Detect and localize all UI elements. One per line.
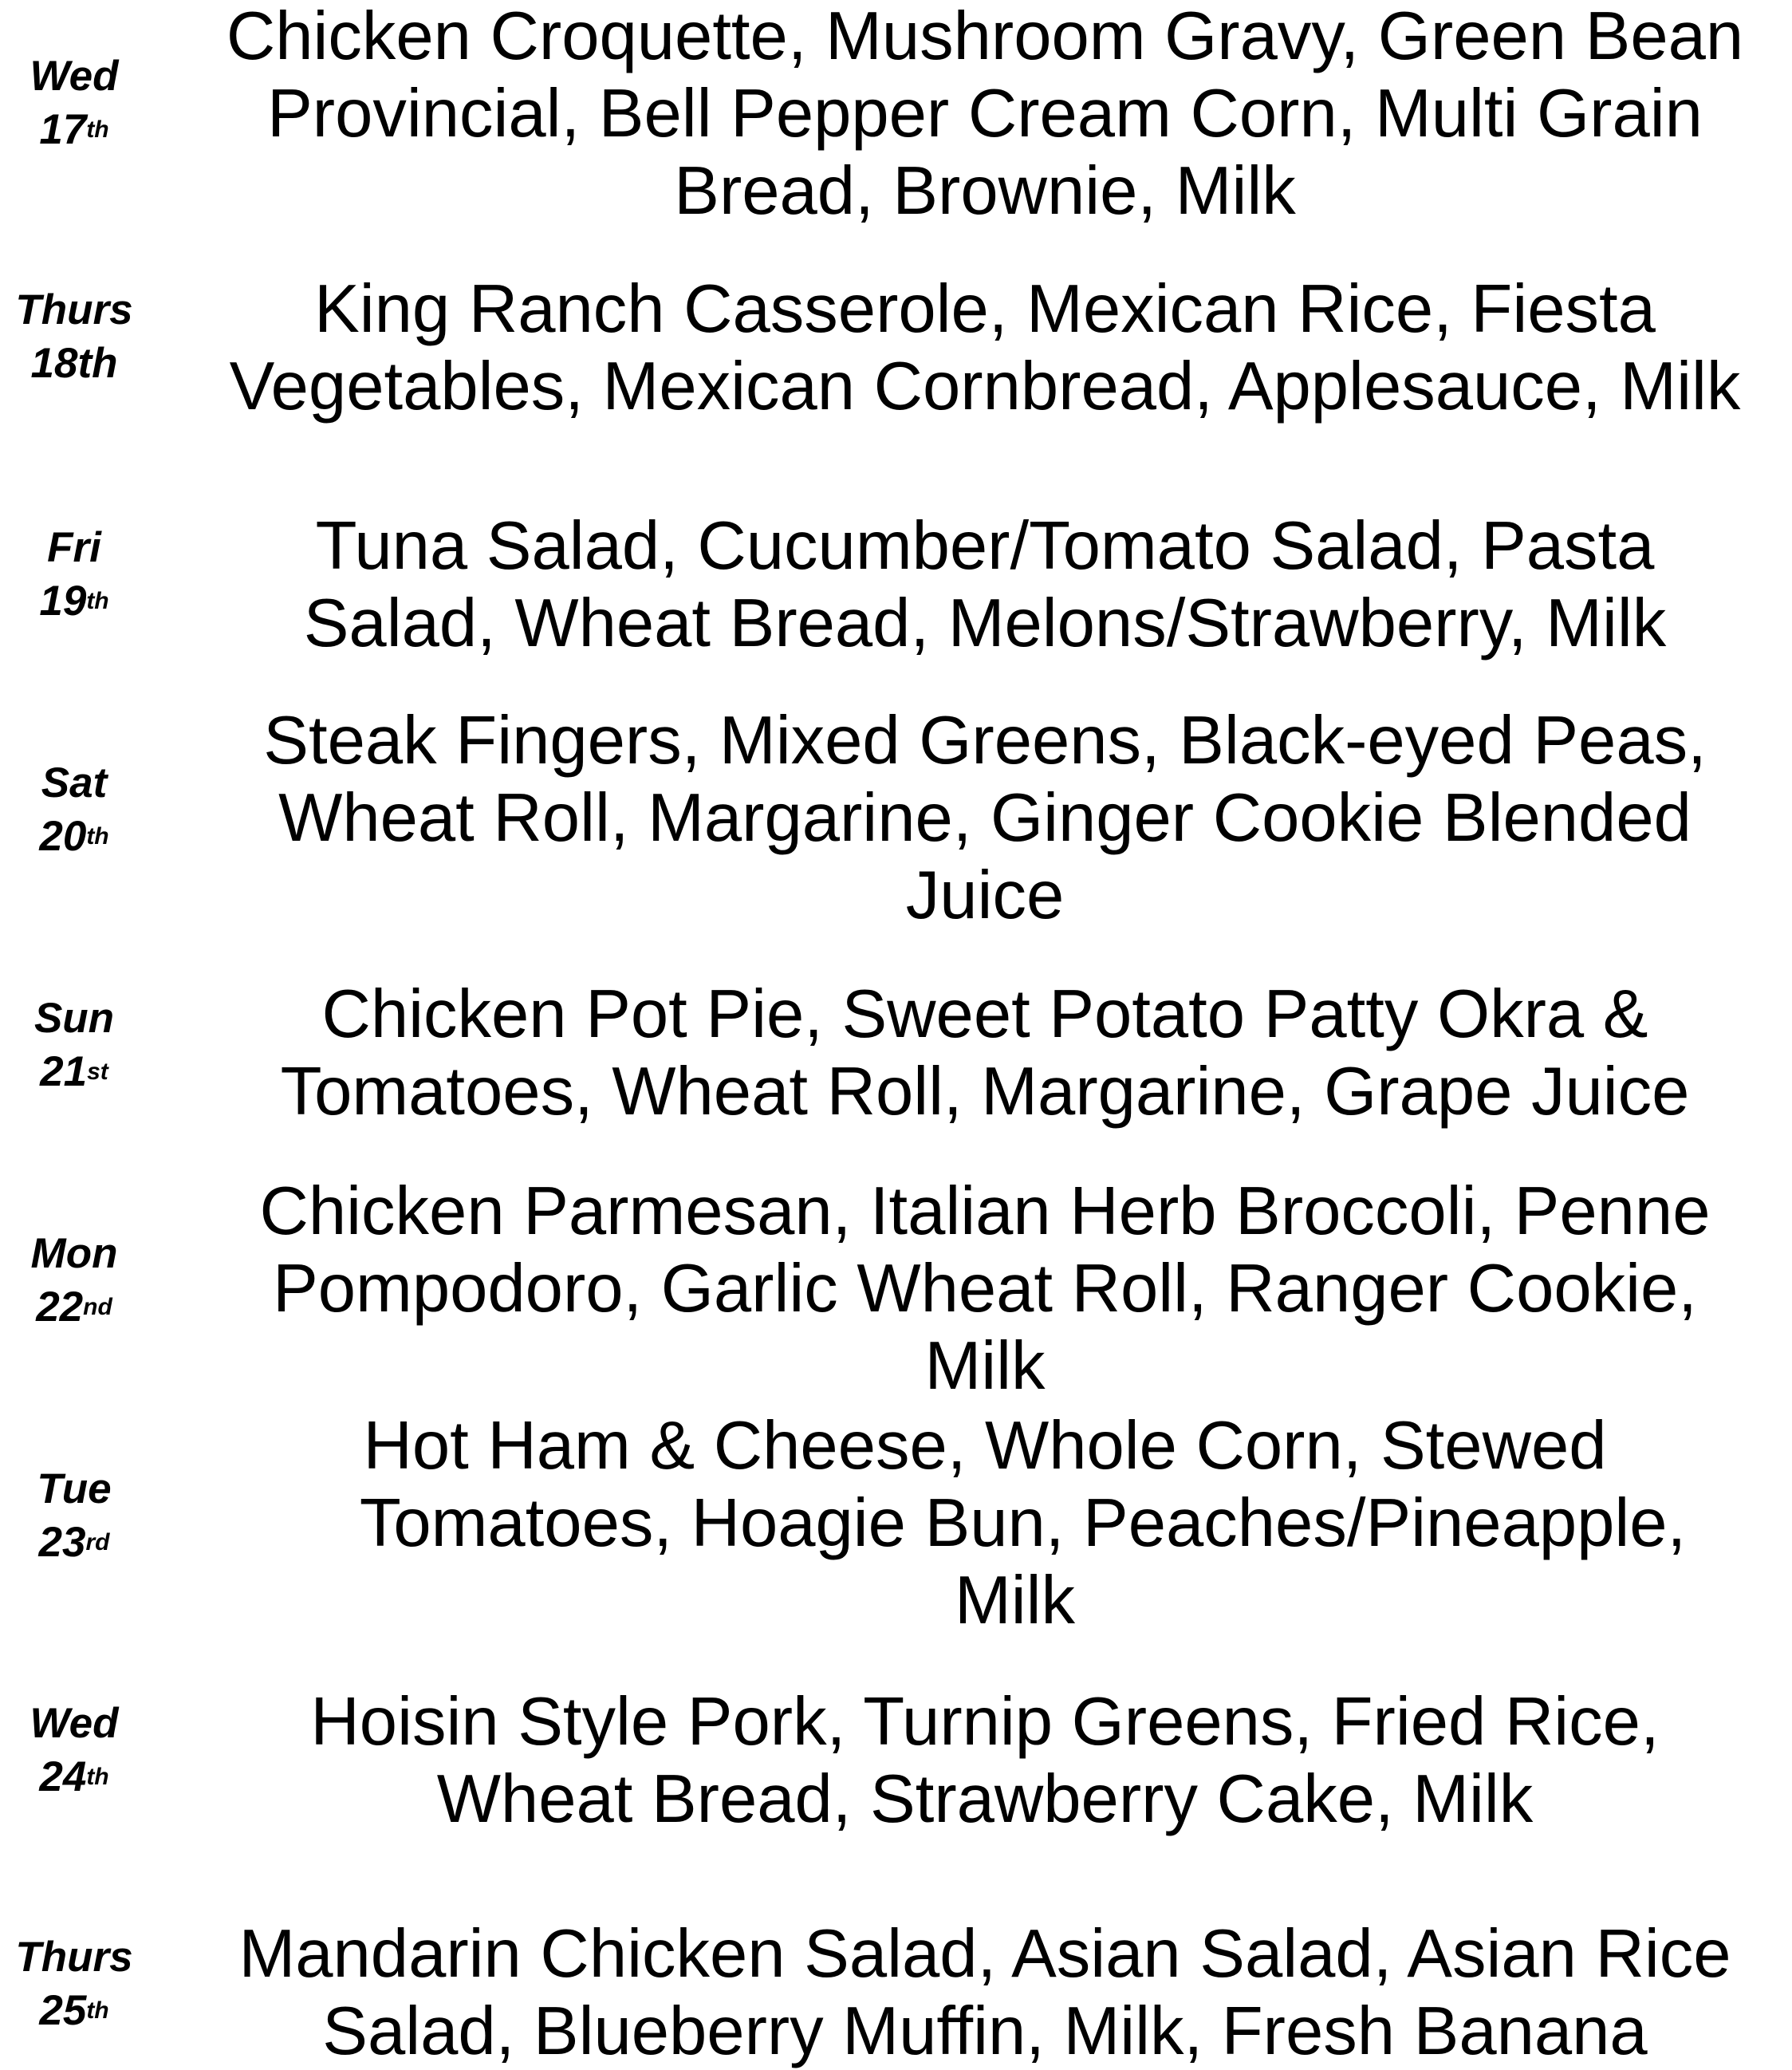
menu-items [191, 1915, 1778, 2070]
menu-line: Juice [905, 858, 1065, 933]
day-number: 23 [38, 1519, 86, 1566]
menu-line: Mandarin Chicken Salad, Asian Salad, Asian Rice [238, 1916, 1731, 1992]
day-number: 24 [39, 1753, 87, 1800]
day-name: Wed [30, 53, 119, 100]
menu-line: Milk [924, 1328, 1046, 1404]
day-number: 21 [40, 1048, 88, 1095]
day-date [0, 337, 148, 390]
menu-items [191, 507, 1778, 662]
day-number: 22 [36, 1283, 84, 1331]
menu-line: Chicken Pot Pie, Sweet Potato Patty Okra & [321, 976, 1648, 1052]
menu-line: Chicken Parmesan, Italian Herb Broccoli, Penne [259, 1173, 1711, 1249]
menu-line: King Ranch Casserole, Mexican Rice, Fiesta [314, 271, 1656, 347]
day-label [0, 992, 148, 1098]
menu-line: Wheat Roll, Margarine, Ginger Cookie Blended [278, 780, 1692, 856]
day-label [0, 756, 148, 863]
day-label [0, 283, 148, 390]
day-suffix: th [86, 1997, 109, 2024]
day-label [0, 49, 148, 156]
day-name: Thurs [15, 286, 133, 333]
menu-line: Salad, Wheat Bread, Melons/Strawberry, Milk [303, 586, 1667, 661]
day-date [0, 103, 148, 156]
day-label [0, 1462, 148, 1569]
day-suffix: th [86, 588, 109, 614]
menu-line: Hot Ham & Cheese, Whole Corn, Stewed [363, 1408, 1607, 1484]
day-suffix: th [86, 823, 109, 850]
menu-line: Hoisin Style Pork, Turnip Greens, Fried Rice, [310, 1684, 1660, 1760]
day-number: 17 [39, 106, 87, 153]
day-name: Fri [47, 524, 101, 571]
day-date [0, 1045, 148, 1098]
menu-line: Wheat Bread, Strawberry Cake, Milk [436, 1761, 1534, 1837]
menu-line: Tuna Salad, Cucumber/Tomato Salad, Pasta [315, 508, 1655, 584]
menu-items [191, 1683, 1778, 1838]
day-suffix: th [86, 116, 109, 143]
day-number: 25 [39, 1987, 87, 2034]
menu-line: Tomatoes, Wheat Roll, Margarine, Grape Juice [280, 1054, 1690, 1130]
menu-line: Pompodoro, Garlic Wheat Roll, Ranger Cookie, [273, 1251, 1697, 1327]
menu-line: Vegetables, Mexican Cornbread, Applesauce, Milk [229, 349, 1741, 424]
day-suffix: nd [83, 1294, 112, 1320]
day-suffix: rd [85, 1529, 110, 1555]
menu-line: Provincial, Bell Pepper Cream Corn, Multi Grain [267, 76, 1703, 152]
day-date [0, 1750, 148, 1804]
menu-line: Tomatoes, Hoagie Bun, Peaches/Pineapple, [359, 1485, 1687, 1561]
menu-line: Salad, Blueberry Muffin, Milk, Fresh Banana [322, 1993, 1648, 2069]
menu-line: Chicken Croquette, Mushroom Gravy, Green Bean [226, 0, 1744, 74]
menu-items [191, 702, 1778, 934]
menu-items [191, 1407, 1778, 1639]
menu-line: Milk [954, 1563, 1076, 1638]
day-name: Wed [30, 1700, 119, 1747]
day-label [0, 1930, 148, 2037]
day-label [0, 1697, 148, 1804]
day-name: Sun [33, 995, 115, 1042]
day-number: 19 [39, 578, 87, 625]
day-name: Thurs [15, 1934, 133, 1981]
menu-line: Bread, Brownie, Milk [674, 153, 1296, 229]
day-label [0, 521, 148, 628]
menu-items [191, 270, 1778, 425]
day-name: Sat [41, 759, 108, 806]
menu-items [191, 1173, 1778, 1405]
day-label [0, 1227, 148, 1334]
day-name: Mon [30, 1230, 118, 1277]
menu-items [191, 0, 1778, 230]
day-name: Tue [37, 1465, 112, 1512]
day-number: 20 [39, 813, 87, 860]
day-number: 18th [30, 340, 118, 387]
day-date [0, 1280, 148, 1334]
day-suffix: st [87, 1059, 108, 1085]
day-date [0, 1984, 148, 2037]
day-date [0, 1516, 148, 1569]
day-suffix: th [86, 1764, 109, 1790]
day-date [0, 574, 148, 628]
day-date [0, 810, 148, 863]
menu-items [191, 976, 1778, 1130]
menu-line: Steak Fingers, Mixed Greens, Black-eyed Peas, [263, 703, 1707, 779]
